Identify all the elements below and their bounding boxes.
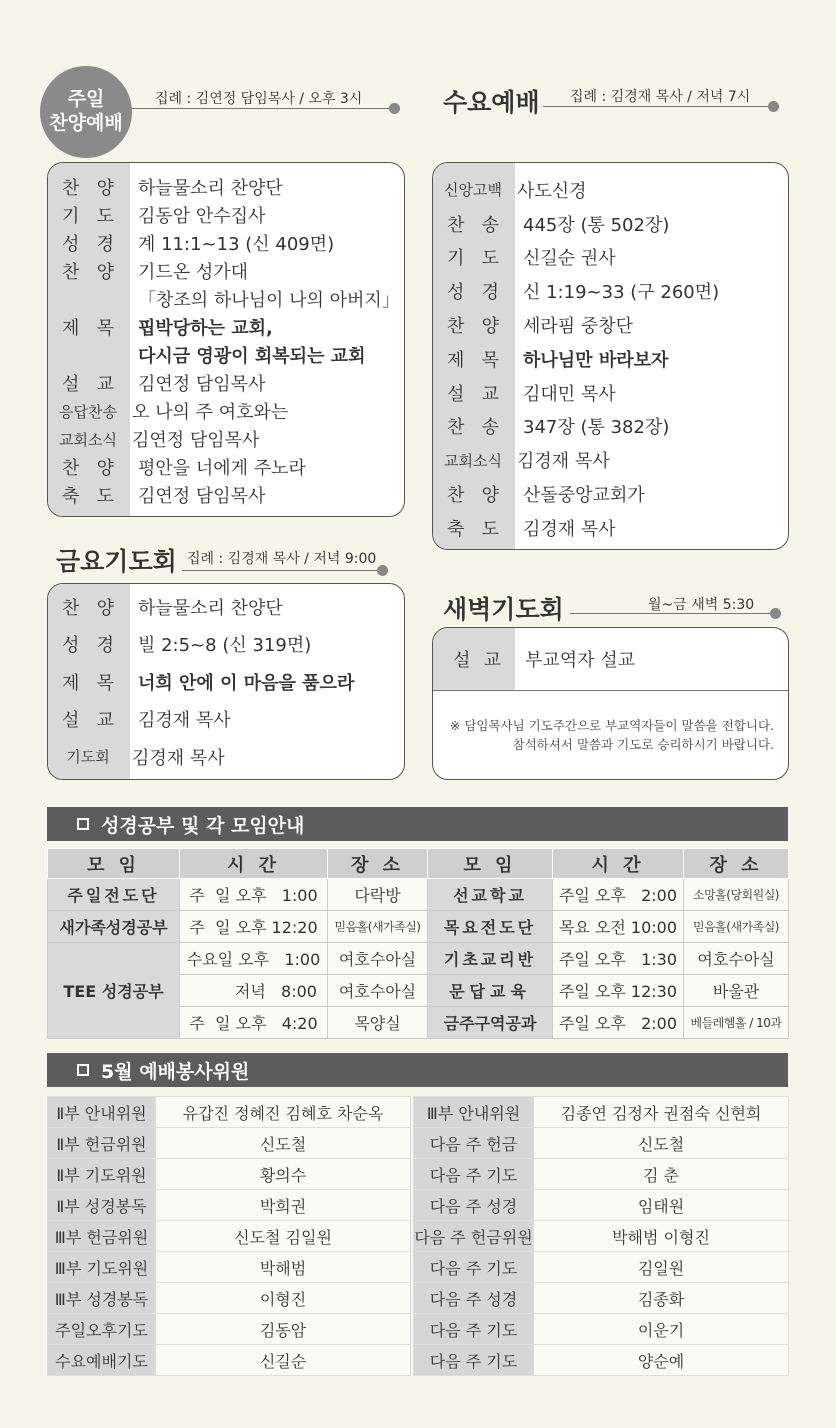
order-row xyxy=(48,481,404,509)
order-value: 빌 2:5~8 (신 319면) xyxy=(138,635,312,657)
meeting-place: 베들레헴홀 / 10과 xyxy=(684,1007,789,1039)
order-row xyxy=(433,342,788,376)
header-place: 장 소 xyxy=(328,849,428,879)
meeting-name: TEE 성경공부 xyxy=(48,943,180,1039)
order-value: 445장 (통 502장) xyxy=(523,214,670,236)
dawn-notice-line2: 참석하셔서 말씀과 기도로 승리하시기 바랍니다. xyxy=(512,737,774,752)
meeting-name: 기초교리반 xyxy=(428,943,553,975)
table-row xyxy=(48,943,789,975)
servant-names: 김 춘 xyxy=(534,1159,789,1190)
servants-table xyxy=(47,1096,789,1376)
servant-names: 김일원 xyxy=(534,1252,789,1283)
order-value: 다시금 영광이 회복되는 교회 xyxy=(138,346,366,367)
order-row xyxy=(48,313,404,341)
servant-names: 김동암 xyxy=(156,1314,411,1345)
order-value: 산돌중앙교회가 xyxy=(523,485,645,507)
order-value: 347장 (통 382장) xyxy=(523,417,670,439)
order-row xyxy=(433,241,788,275)
order-label: 설 교 xyxy=(62,710,114,732)
order-label: 찬 양 xyxy=(62,178,114,199)
servant-names: 임태원 xyxy=(534,1190,789,1221)
servant-role: Ⅲ부 안내위원 xyxy=(414,1097,534,1128)
wednesday-order-box xyxy=(432,162,789,550)
servants-banner xyxy=(47,1053,788,1087)
order-value: 김동암 안수집사 xyxy=(138,206,266,227)
checkbox-square-icon xyxy=(77,818,89,830)
table-row xyxy=(48,1345,789,1376)
order-value: 사도신경 xyxy=(517,180,587,202)
order-row xyxy=(433,308,788,342)
header-time: 시 간 xyxy=(553,849,684,879)
meeting-time: 목요 오전 10:00 xyxy=(553,911,684,943)
sunday-order-box xyxy=(47,162,405,517)
servant-names: 양순예 xyxy=(534,1345,789,1376)
servant-role: 수요예배기도 xyxy=(48,1345,156,1376)
dawn-box xyxy=(432,627,789,780)
order-label: 설 교 xyxy=(62,374,114,395)
servant-names: 박희권 xyxy=(156,1190,411,1221)
servant-role: 다음 주 헌금위원 xyxy=(414,1221,534,1252)
order-value: 김연정 담임목사 xyxy=(132,430,260,451)
servant-role: 주일오후기도 xyxy=(48,1314,156,1345)
order-row xyxy=(48,588,404,626)
dawn-row xyxy=(433,628,635,690)
order-value: 하늘물소리 찬양단 xyxy=(138,178,283,199)
meeting-time: 수요일 오후 1:00 xyxy=(180,943,328,975)
order-value: 「창조의 하나님이 나의 아버지」 xyxy=(138,290,400,311)
header-meeting: 모 임 xyxy=(48,849,180,879)
order-value: 김경재 목사 xyxy=(132,747,225,769)
table-row xyxy=(48,1128,789,1159)
servant-names: 이운기 xyxy=(534,1314,789,1345)
servant-role: Ⅲ부 성경봉독 xyxy=(48,1283,156,1314)
order-label: 기도회 xyxy=(66,748,110,767)
order-label: 축 도 xyxy=(447,518,499,540)
order-row xyxy=(48,425,404,453)
sunday-title-line1: 주일 xyxy=(67,88,105,111)
order-label: 성 경 xyxy=(62,635,114,657)
table-row xyxy=(48,879,789,911)
servant-role: 다음 주 성경 xyxy=(414,1190,534,1221)
dawn-notice-line1: ※ 담임목사님 기도주간으로 부교역자들이 말씀을 전합니다. xyxy=(449,718,774,733)
wednesday-dot xyxy=(768,101,779,112)
order-label: 기 도 xyxy=(447,248,499,270)
dawn-rule xyxy=(570,613,775,614)
study-banner xyxy=(47,807,788,841)
meeting-time: 주 일 오후 1:00 xyxy=(180,879,328,911)
order-label: 찬 양 xyxy=(447,485,499,507)
servant-names: 박해범 이형진 xyxy=(534,1221,789,1252)
order-value: 계 11:1~13 (신 409면) xyxy=(138,234,335,255)
order-value: 김경재 목사 xyxy=(517,451,610,473)
order-value: 오 나의 주 여호와는 xyxy=(132,402,289,423)
order-row xyxy=(433,376,788,410)
order-row xyxy=(433,410,788,444)
order-value: 핍박당하는 교회, xyxy=(138,318,273,339)
meeting-time: 주일 오후 2:00 xyxy=(553,879,684,911)
order-label: 찬 송 xyxy=(447,214,499,236)
order-label: 제 목 xyxy=(62,318,114,339)
order-label: 축 도 xyxy=(62,486,114,507)
servant-role: 다음 주 기도 xyxy=(414,1345,534,1376)
servant-role: Ⅲ부 기도위원 xyxy=(48,1252,156,1283)
wednesday-title: 수요예배 xyxy=(443,88,540,117)
wednesday-rule xyxy=(543,106,773,107)
order-value: 하늘물소리 찬양단 xyxy=(138,597,283,619)
sunday-order-list xyxy=(48,163,404,509)
order-label: 찬 양 xyxy=(447,316,499,338)
servant-role: 다음 주 성경 xyxy=(414,1283,534,1314)
order-value: 김연정 담임목사 xyxy=(138,374,266,395)
servant-names: 김종연 김정자 권점숙 신현희 xyxy=(534,1097,789,1128)
order-row xyxy=(48,738,404,776)
order-row xyxy=(48,453,404,481)
servants-banner-title: 5월 예배봉사위원 xyxy=(101,1060,250,1083)
meeting-time: 주일 오후 2:00 xyxy=(553,1007,684,1039)
sunday-rule xyxy=(132,108,394,109)
table-row xyxy=(48,1221,789,1252)
servant-role: Ⅱ부 성경봉독 xyxy=(48,1190,156,1221)
meeting-place: 믿음홀(새가족실) xyxy=(684,911,789,943)
order-value: 신 1:19~33 (구 260면) xyxy=(523,282,720,304)
order-label: 성 경 xyxy=(62,234,114,255)
table-row xyxy=(48,911,789,943)
order-label: 제 목 xyxy=(62,672,114,694)
friday-order-box xyxy=(47,583,405,780)
order-value: 김대민 목사 xyxy=(523,383,616,405)
table-row xyxy=(48,1190,789,1221)
table-row xyxy=(48,1159,789,1190)
order-row xyxy=(48,341,404,369)
servant-role: 다음 주 헌금 xyxy=(414,1128,534,1159)
checkbox-square-icon xyxy=(77,1064,89,1076)
meeting-time: 주일 오후 12:30 xyxy=(553,975,684,1007)
dawn-title: 새벽기도회 xyxy=(443,595,564,624)
order-row xyxy=(48,201,404,229)
meeting-time: 주 일 오후 4:20 xyxy=(180,1007,328,1039)
servant-names: 신도철 김일원 xyxy=(156,1221,411,1252)
meeting-name: 문답교육 xyxy=(428,975,553,1007)
order-value: 김연정 담임목사 xyxy=(138,486,266,507)
servant-role: 다음 주 기도 xyxy=(414,1159,534,1190)
dawn-row-label: 설 교 xyxy=(453,650,501,671)
order-value: 김경재 목사 xyxy=(523,518,616,540)
order-row xyxy=(48,701,404,739)
sunday-note: 집례 : 김연정 담임목사 / 오후 3시 xyxy=(155,91,363,107)
wednesday-note: 집례 : 김경재 목사 / 저녁 7시 xyxy=(570,89,751,105)
servant-names: 박해범 xyxy=(156,1252,411,1283)
servant-role: Ⅱ부 헌금위원 xyxy=(48,1128,156,1159)
header-meeting: 모 임 xyxy=(428,849,553,879)
dawn-notice xyxy=(450,716,774,754)
servant-role: Ⅱ부 안내위원 xyxy=(48,1097,156,1128)
order-row xyxy=(48,285,404,313)
servant-names: 황의수 xyxy=(156,1159,411,1190)
order-row xyxy=(433,477,788,511)
meeting-name: 금주구역공과 xyxy=(428,1007,553,1039)
order-value: 신길순 권사 xyxy=(523,248,616,270)
servant-names: 이형진 xyxy=(156,1283,411,1314)
order-value: 너희 안에 이 마음을 품으라 xyxy=(138,672,355,694)
dawn-dot xyxy=(770,608,781,619)
order-label: 설 교 xyxy=(447,383,499,405)
meeting-place: 믿음홀(새가족실) xyxy=(328,911,428,943)
servant-role: Ⅲ부 헌금위원 xyxy=(48,1221,156,1252)
table-row xyxy=(48,1097,789,1128)
meeting-name: 주일전도단 xyxy=(48,879,180,911)
order-value: 기드온 성가대 xyxy=(138,262,249,283)
servant-role: Ⅱ부 기도위원 xyxy=(48,1159,156,1190)
servant-names: 유갑진 정혜진 김혜호 차순옥 xyxy=(156,1097,411,1128)
order-label: 찬 양 xyxy=(62,597,114,619)
study-header-row xyxy=(48,849,789,879)
table-row xyxy=(48,1314,789,1345)
header-place: 장 소 xyxy=(684,849,789,879)
order-label: 교회소식 xyxy=(59,430,117,449)
order-row xyxy=(48,663,404,701)
header-time: 시 간 xyxy=(180,849,328,879)
servant-names: 김종화 xyxy=(534,1283,789,1314)
sunday-dot xyxy=(389,103,400,114)
order-row xyxy=(433,207,788,241)
study-table xyxy=(47,848,789,1039)
meeting-place: 여호수아실 xyxy=(328,943,428,975)
dawn-divider xyxy=(433,690,788,691)
order-value: 세라핌 중창단 xyxy=(523,316,634,338)
order-value: 김경재 목사 xyxy=(138,710,231,732)
friday-order-list xyxy=(48,584,404,776)
order-row xyxy=(48,257,404,285)
order-row xyxy=(433,274,788,308)
table-row xyxy=(48,1252,789,1283)
meeting-place: 바울관 xyxy=(684,975,789,1007)
friday-dot xyxy=(377,565,388,576)
order-label: 찬 양 xyxy=(62,262,114,283)
servant-role: 다음 주 기도 xyxy=(414,1314,534,1345)
servant-names: 신도철 xyxy=(156,1128,411,1159)
meeting-place: 목양실 xyxy=(328,1007,428,1039)
order-row xyxy=(433,511,788,545)
order-value: 하나님만 바라보자 xyxy=(523,349,669,371)
order-row xyxy=(48,397,404,425)
order-row xyxy=(48,369,404,397)
servant-role: 다음 주 기도 xyxy=(414,1252,534,1283)
meeting-name: 새가족성경공부 xyxy=(48,911,180,943)
order-row xyxy=(48,229,404,257)
meeting-place: 소망홀(당회원실) xyxy=(684,879,789,911)
meeting-name: 선교학교 xyxy=(428,879,553,911)
order-row xyxy=(433,173,788,207)
wednesday-order-list xyxy=(433,163,788,545)
order-row xyxy=(48,626,404,664)
meeting-time: 주일 오후 1:30 xyxy=(553,943,684,975)
sunday-title-line2: 찬양예배 xyxy=(49,112,123,134)
order-label: 성 경 xyxy=(447,282,499,304)
friday-rule xyxy=(182,570,382,571)
friday-note: 집례 : 김경재 목사 / 저녁 9:00 xyxy=(187,551,377,567)
friday-title: 금요기도회 xyxy=(56,547,177,576)
order-label: 신앙고백 xyxy=(444,181,502,200)
meeting-place: 여호수아실 xyxy=(684,943,789,975)
order-label: 찬 양 xyxy=(62,458,114,479)
dawn-row-value: 부교역자 설교 xyxy=(525,650,636,671)
order-row xyxy=(48,173,404,201)
dawn-note: 월~금 새벽 5:30 xyxy=(648,597,755,613)
order-value: 평안을 너에게 주노라 xyxy=(138,458,306,479)
meeting-place: 여호수아실 xyxy=(328,975,428,1007)
table-row xyxy=(48,1283,789,1314)
order-row xyxy=(433,443,788,477)
order-label: 응답찬송 xyxy=(59,402,117,421)
meeting-time: 주 일 오후 12:20 xyxy=(180,911,328,943)
servant-names: 신도철 xyxy=(534,1128,789,1159)
order-label: 제 목 xyxy=(447,349,499,371)
study-banner-title: 성경공부 및 각 모임안내 xyxy=(101,814,305,837)
sunday-title-badge xyxy=(40,66,132,158)
meeting-place: 다락방 xyxy=(328,879,428,911)
order-label: 기 도 xyxy=(62,206,114,227)
order-label: 교회소식 xyxy=(444,451,502,470)
servant-names: 신길순 xyxy=(156,1345,411,1376)
meeting-time: 저녁 8:00 xyxy=(180,975,328,1007)
meeting-name: 목요전도단 xyxy=(428,911,553,943)
order-label: 찬 송 xyxy=(447,417,499,439)
